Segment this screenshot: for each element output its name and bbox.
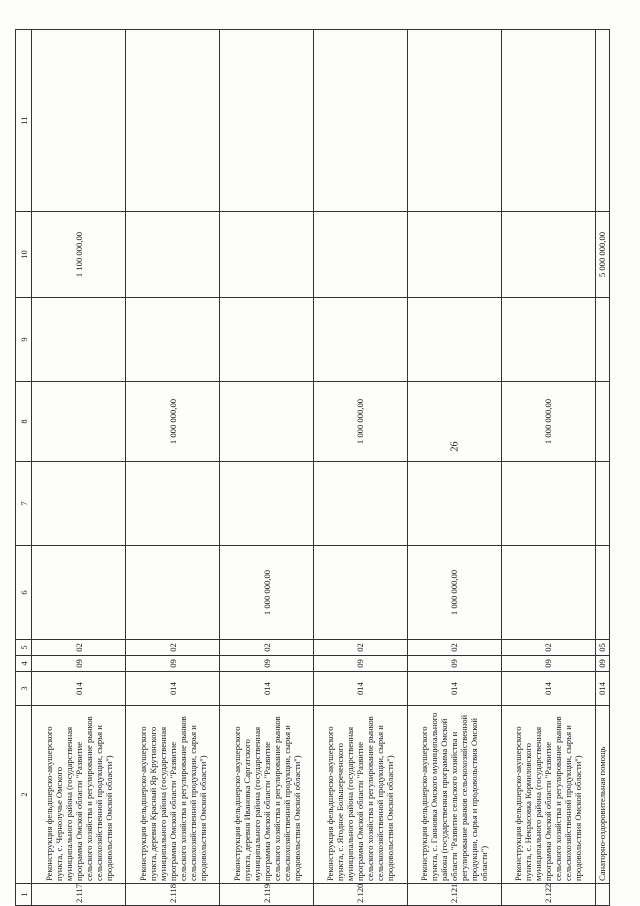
cell-col11 — [126, 30, 220, 212]
cell-col6 — [314, 546, 408, 640]
column-header: 2 — [16, 706, 32, 884]
column-header: 6 — [16, 546, 32, 640]
budget-table — [15, 29, 610, 906]
cell-col8: 1 000 000,00 — [126, 382, 220, 462]
row-name: Реконструкция фельдшерско-акушерского пункта, деревня Красный Яр Крутинского муниципального района (государственная программа Омской области "Развитие сельского хозяйства и регулирование рынков сельскохозяйственной продукции, сырья и продовольствия Омской области") — [126, 706, 220, 884]
table-row — [220, 30, 314, 906]
cell-section: 09 — [407, 656, 501, 672]
row-number: 2.121 — [407, 884, 501, 906]
cell-col7 — [220, 462, 314, 546]
cell-code: 014 — [32, 672, 126, 706]
cell-subsection: 02 — [220, 640, 314, 656]
cell-subsection: 02 — [314, 640, 408, 656]
row-number: 2.119 — [220, 884, 314, 906]
cell-col6 — [595, 546, 609, 640]
cell-subsection: 05 — [595, 640, 609, 656]
column-header: 11 — [16, 30, 32, 212]
cell-col9 — [501, 298, 595, 382]
cell-col7 — [501, 462, 595, 546]
cell-col6 — [32, 546, 126, 640]
column-header: 7 — [16, 462, 32, 546]
cell-col7 — [126, 462, 220, 546]
cell-col9 — [32, 298, 126, 382]
cell-code: 014 — [595, 672, 609, 706]
cell-section: 09 — [314, 656, 408, 672]
table-row — [595, 30, 609, 906]
cell-col7 — [32, 462, 126, 546]
row-name: Реконструкция фельдшерско-акушерского пункта, с. Некрасовка Кормиловского муниципального района (государственная программа Омской области "Развитие сельского хозяйства и регулирование рынков сельскохозяйственной продукции, сырья и продовольствия Омской области") — [501, 706, 595, 884]
cell-section: 09 — [32, 656, 126, 672]
cell-col8: 1 000 000,00 — [501, 382, 595, 462]
table-row — [126, 30, 220, 906]
cell-subsection: 02 — [407, 640, 501, 656]
cell-code: 014 — [126, 672, 220, 706]
cell-col11 — [314, 30, 408, 212]
column-number-row — [16, 30, 32, 906]
cell-code: 014 — [220, 672, 314, 706]
cell-col11 — [220, 30, 314, 212]
row-name: Реконструкция фельдшерско-акушерского пункта, деревня Ивановка Саргатского муниципального района (государственная программа Омской области "Развитие сельского хозяйства и регулирование рынков сельскохозяйственной продукции, сырья и продовольствия Омской области") — [220, 706, 314, 884]
cell-section: 09 — [501, 656, 595, 672]
cell-col11 — [501, 30, 595, 212]
cell-col8: 1 000 000,00 — [314, 382, 408, 462]
cell-col8 — [595, 382, 609, 462]
cell-col8 — [407, 382, 501, 462]
cell-col10: 5 000 000,00 — [595, 212, 609, 298]
cell-code: 014 — [314, 672, 408, 706]
cell-col6 — [501, 546, 595, 640]
cell-col10 — [501, 212, 595, 298]
cell-col6: 1 000 000,00 — [220, 546, 314, 640]
cell-col7 — [407, 462, 501, 546]
cell-col10 — [220, 212, 314, 298]
row-number: 2.120 — [314, 884, 408, 906]
cell-col8 — [220, 382, 314, 462]
column-header: 1 — [16, 884, 32, 906]
cell-col9 — [126, 298, 220, 382]
cell-col9 — [220, 298, 314, 382]
cell-col6 — [126, 546, 220, 640]
cell-col11 — [407, 30, 501, 212]
cell-col6: 1 000 000,00 — [407, 546, 501, 640]
row-number: 2.118 — [126, 884, 220, 906]
table-row — [314, 30, 408, 906]
table-row — [501, 30, 595, 906]
cell-col10: 1 100 000,00 — [32, 212, 126, 298]
cell-section: 09 — [220, 656, 314, 672]
row-number: 2.117 — [32, 884, 126, 906]
cell-col10 — [407, 212, 501, 298]
cell-col10 — [126, 212, 220, 298]
row-number — [595, 884, 609, 906]
cell-subsection: 02 — [126, 640, 220, 656]
row-number: 2.122 — [501, 884, 595, 906]
cell-col7 — [595, 462, 609, 546]
cell-code: 014 — [407, 672, 501, 706]
row-name: Реконструкция фельдшерско-акушерского пункта, с. Чернолучье Омского муниципального района (государственная программа Омской области "Развитие сельского хозяйства и регулирование рынков сельскохозяйственной продукции, сырья и продовольствия Омской области") — [32, 706, 126, 884]
cell-subsection: 02 — [501, 640, 595, 656]
row-name: Реконструкция фельдшерско-акушерского пункта, с. Ганновка Омского муниципального района (государственная программа Омской области "Развитие сельского хозяйства и регулирование рынков сельскохозяйственной продукции, сырья и продовольствия Омской области") — [407, 706, 501, 884]
cell-col11 — [595, 30, 609, 212]
table-row — [407, 30, 501, 906]
column-header: 5 — [16, 640, 32, 656]
column-header: 3 — [16, 672, 32, 706]
cell-col9 — [314, 298, 408, 382]
page-number: 26 — [449, 441, 461, 452]
row-name: Реконструкция фельдшерско-акушерского пункта, с. Ягодное Большереченского муниципального района (государственная программа Омской области "Развитие сельского хозяйства и регулирование рынков сельскохозяйственной продукции, сырья и продовольствия Омской области") — [314, 706, 408, 884]
table-row — [32, 30, 126, 906]
cell-col7 — [314, 462, 408, 546]
column-header: 10 — [16, 212, 32, 298]
cell-col9 — [595, 298, 609, 382]
cell-col10 — [314, 212, 408, 298]
cell-col11 — [32, 30, 126, 212]
cell-section: 09 — [126, 656, 220, 672]
cell-subsection: 02 — [32, 640, 126, 656]
cell-code: 014 — [501, 672, 595, 706]
cell-col8 — [32, 382, 126, 462]
column-header: 9 — [16, 298, 32, 382]
column-header: 4 — [16, 656, 32, 672]
row-name: Санаторно-оздоровительная помощь — [595, 706, 609, 884]
column-header: 8 — [16, 382, 32, 462]
rotated-table-wrapper — [15, 30, 610, 906]
cell-col9 — [407, 298, 501, 382]
cell-section: 09 — [595, 656, 609, 672]
